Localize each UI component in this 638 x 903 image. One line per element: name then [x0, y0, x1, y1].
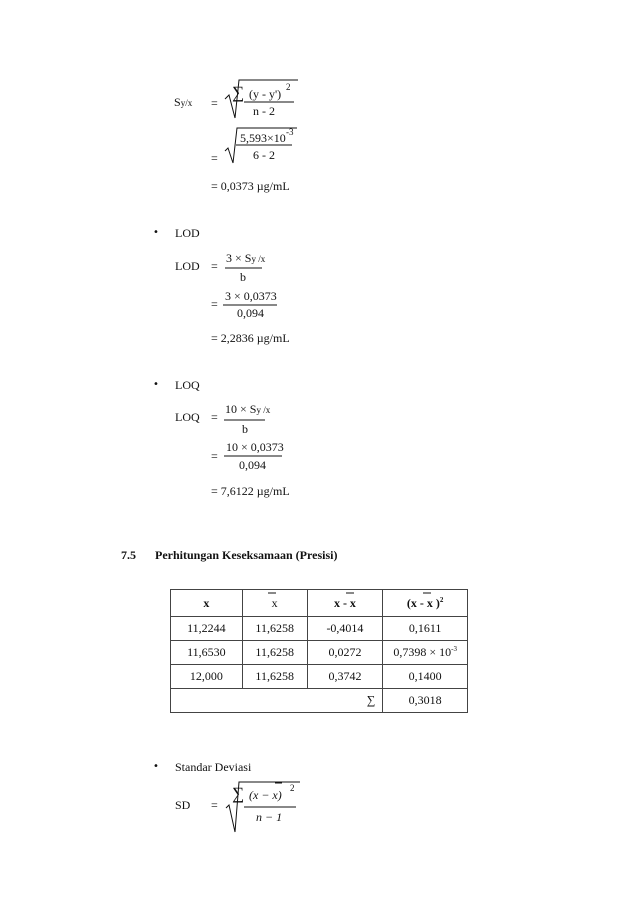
sd-equals: = — [211, 798, 218, 812]
bullet-icon: • — [153, 761, 159, 772]
loq-value-numerator: 10 × 0,0373 — [226, 440, 284, 454]
sigma-symbol: ∑ — [232, 83, 245, 102]
table-row — [171, 617, 468, 641]
sd-heading: Standar Deviasi — [175, 760, 252, 774]
sd-numerator: (x − x) — [249, 788, 282, 802]
syx-label: Sy/x — [174, 95, 193, 109]
lod-value-numerator: 3 × 0,0373 — [225, 289, 277, 303]
loq-label: LOQ — [175, 410, 200, 424]
table-sum-row — [171, 689, 468, 713]
table-cell: 0,0272 — [307, 641, 383, 665]
table-cell: $0,7398 \times 10^{-3}$ — [383, 641, 468, 665]
lod-result: = 2,2836 µg/mL — [211, 331, 290, 345]
syx-value-exponent: -3 — [286, 127, 294, 137]
table-cell: 11,2244 — [171, 617, 243, 641]
table-cell: 12,000 — [171, 665, 243, 689]
sd-denominator: n − 1 — [256, 810, 283, 824]
syx-power: 2 — [286, 82, 291, 92]
lod-heading: LOD — [175, 226, 200, 240]
sum-symbol-cell: ∑ — [171, 689, 383, 713]
table-header: x - x — [307, 590, 383, 617]
sigma-symbol: ∑ — [232, 784, 245, 803]
loq-result: = 7,6122 µg/mL — [211, 484, 290, 498]
lod-numerator: 3 × Sy /x — [226, 251, 266, 265]
table-cell: 11,6258 — [242, 665, 307, 689]
section-title: Perhitungan Keseksamaan (Presisi) — [155, 548, 338, 562]
syx-result: = 0,0373 µg/mL — [211, 179, 290, 193]
syx-equals: = — [211, 96, 218, 110]
syx-value-denominator: 6 - 2 — [253, 148, 275, 162]
table-header: x — [242, 590, 307, 617]
syx-denominator: n - 2 — [253, 104, 275, 118]
loq-numerator: 10 × Sy /x — [225, 402, 271, 416]
table-row — [171, 641, 468, 665]
lod-label: LOD — [175, 259, 200, 273]
syx-equals-2: = — [211, 151, 218, 165]
lod-value-denominator: 0,094 — [237, 306, 264, 320]
sd-power: 2 — [290, 783, 295, 793]
table-row — [171, 665, 468, 689]
loq-heading: LOQ — [175, 378, 200, 392]
table-cell: 0,3742 — [307, 665, 383, 689]
table-cell: 11,6530 — [171, 641, 243, 665]
section-number: 7.5 — [121, 548, 136, 562]
loq-equals: = — [211, 410, 218, 424]
bullet-icon: • — [153, 379, 159, 390]
sum-value-cell: 0,3018 — [383, 689, 468, 713]
sd-label: SD — [175, 798, 191, 812]
lod-denominator: b — [240, 270, 246, 284]
table-cell: -0,4014 — [307, 617, 383, 641]
table-header: (x - x )$^2$ — [383, 590, 468, 617]
loq-denominator: b — [242, 422, 248, 436]
syx-value-numerator: 5,593×10 — [240, 131, 286, 145]
loq-value-denominator: 0,094 — [239, 458, 266, 472]
table-header: x — [171, 590, 243, 617]
lod-equals: = — [211, 259, 218, 273]
precision-table — [170, 589, 468, 713]
table-cell: 0,1611 — [383, 617, 468, 641]
lod-equals-2: = — [211, 297, 218, 311]
bullet-icon: • — [153, 227, 159, 238]
syx-numerator: (y - y') — [249, 87, 282, 101]
loq-equals-2: = — [211, 449, 218, 463]
table-cell: 11,6258 — [242, 617, 307, 641]
table-cell: 11,6258 — [242, 641, 307, 665]
table-header-row — [171, 590, 468, 617]
table-cell: 0,1400 — [383, 665, 468, 689]
